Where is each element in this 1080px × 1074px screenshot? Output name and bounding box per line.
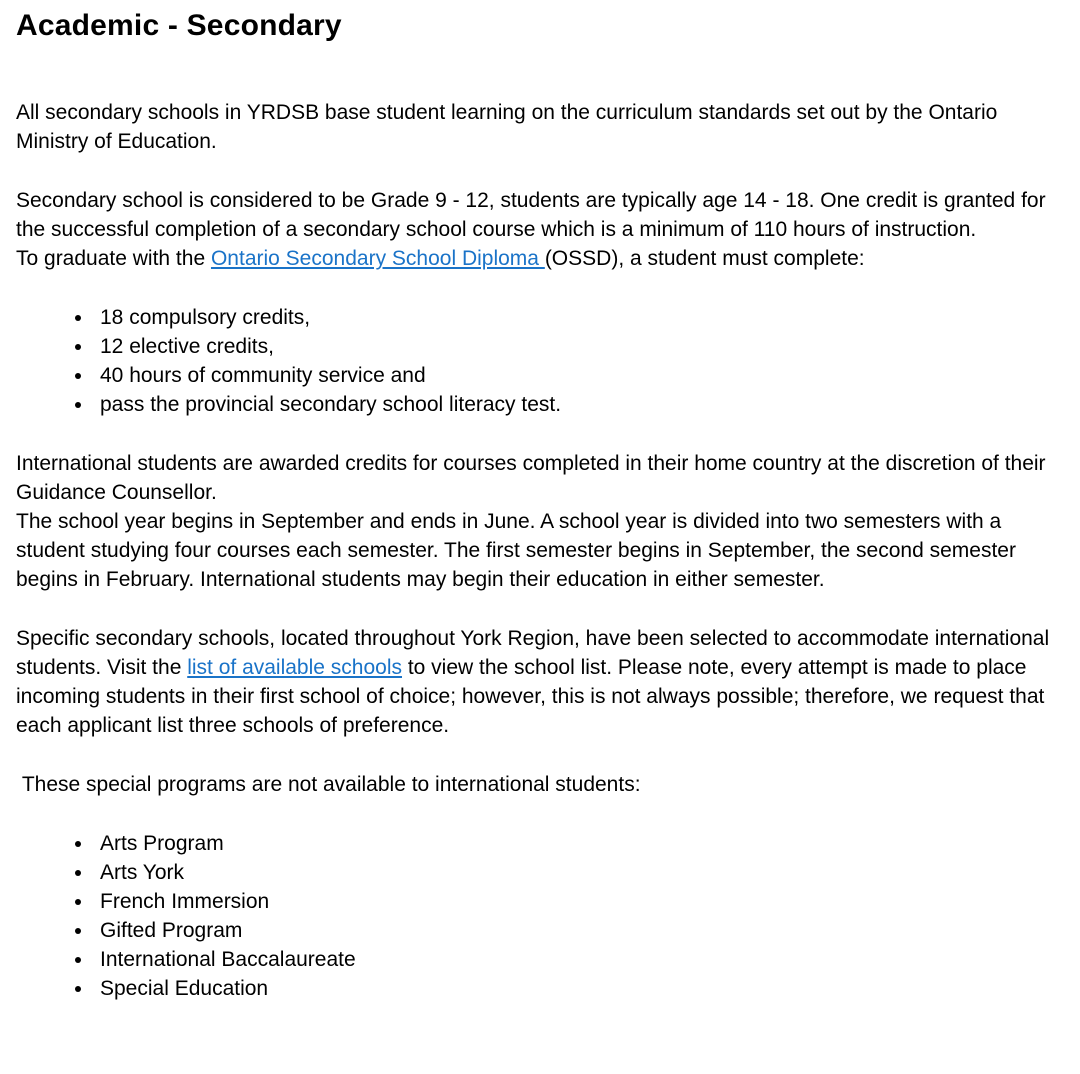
graduate-suffix-text: (OSSD), a student must complete: [544, 247, 865, 270]
list-item: • Arts Program [94, 829, 1062, 858]
intro-paragraph [16, 98, 1062, 156]
ossd-diploma-link[interactable]: Ontario Secondary School Diploma [210, 247, 545, 270]
graduate-prefix-text: To graduate with the [16, 247, 211, 270]
schools-prefix-text: Specific secondary schools, located throughout York Region, have been selected to accommodate international students. Visit the [16, 627, 1055, 679]
special-programs-list [16, 829, 1062, 1003]
available-schools-link[interactable]: list of available schools [187, 656, 402, 679]
schools-suffix-text: to view the school list. Please note, every attempt is made to place incoming students in their first school of choice; however, this is not always possible; therefore, we request that each applicant list three schools of preference. [16, 656, 1051, 737]
list-item: • International Baccalaureate [94, 945, 1062, 974]
list-item: • 12 elective credits, [94, 332, 1062, 361]
special-programs-intro-paragraph [16, 770, 1062, 799]
credits-paragraph [16, 186, 1062, 273]
schools-paragraph [16, 624, 1062, 740]
list-item: • pass the provincial secondary school literacy test. [94, 390, 1062, 419]
list-item: • Special Education [94, 974, 1062, 1003]
list-item: • Gifted Program [94, 916, 1062, 945]
international-paragraph [16, 449, 1062, 594]
list-item: • French Immersion [94, 887, 1062, 916]
list-item: • 18 compulsory credits, [94, 303, 1062, 332]
list-item: • Arts York [94, 858, 1062, 887]
list-item: • 40 hours of community service and [94, 361, 1062, 390]
school-year-text: The school year begins in September and ends in June. A school year is divided into two semesters with a student studying four courses each semester. The first semester begins in September, the second semester begins in February. International students may begin their education in either semester. [16, 510, 1022, 591]
special-programs-intro-text: These special programs are not available to international students: [16, 773, 641, 796]
international-credits-text: International students are awarded credits for courses completed in their home country at the discretion of their Guidance Counsellor. [16, 452, 1052, 504]
page-title: Academic - Secondary [16, 9, 342, 42]
intro-text: All secondary schools in YRDSB base student learning on the curriculum standards set out by the Ontario Ministry of Education. [16, 101, 1004, 153]
graduation-requirements-list [16, 303, 1062, 419]
credits-text: Secondary school is considered to be Grade 9 - 12, students are typically age 14 - 18. One credit is granted for the successful completion of a secondary school course which is a minimum of 110 hours of instruction. [16, 189, 1052, 241]
